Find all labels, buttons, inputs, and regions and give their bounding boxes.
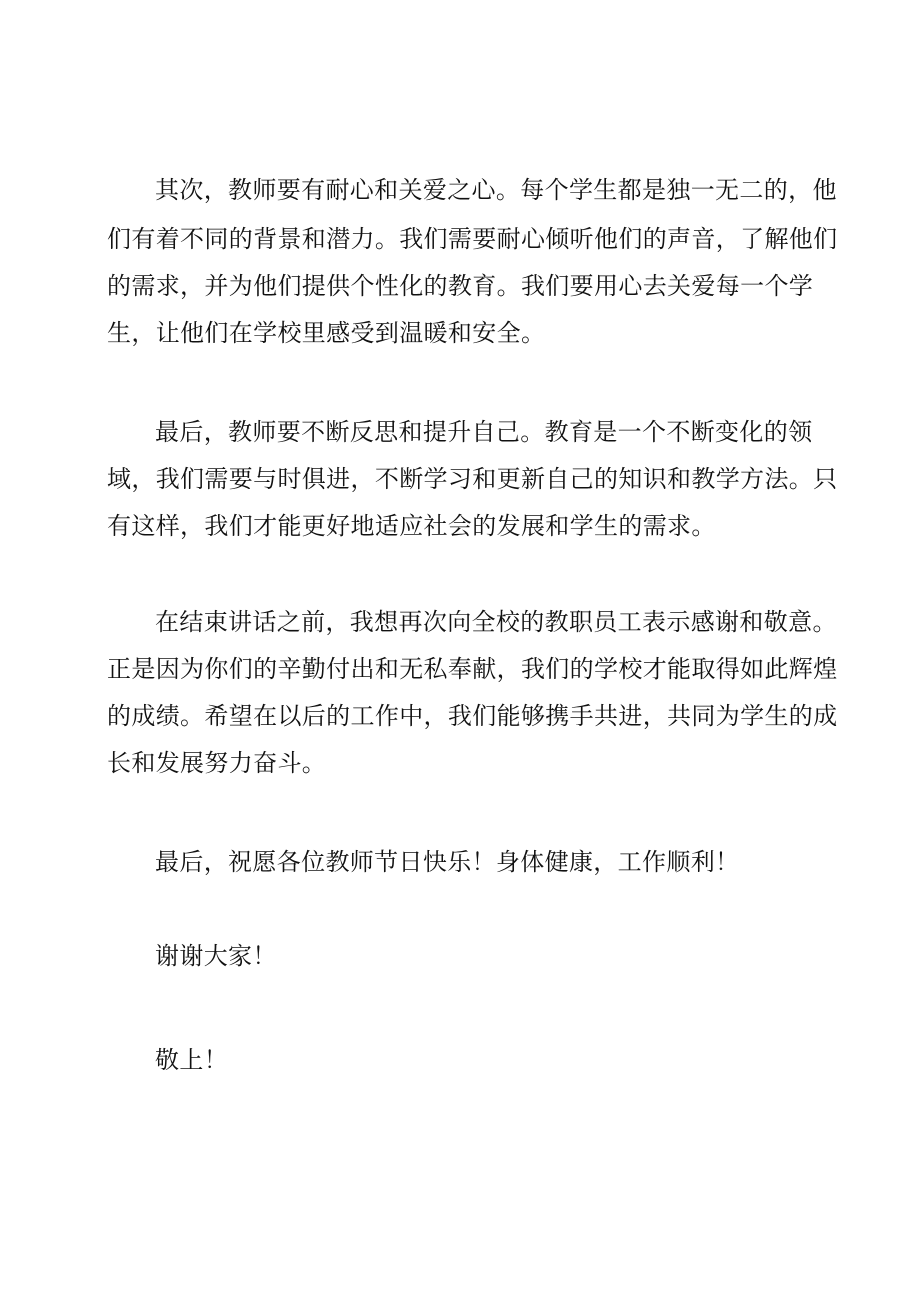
sign-off: 敬上！ xyxy=(155,1046,229,1074)
paragraph-2-line-2: 域，我们需要与时俱进，不断学习和更新自己的知识和教学方法。只 xyxy=(107,465,838,493)
paragraph-2-line-3: 有这样，我们才能更好地适应社会的发展和学生的需求。 xyxy=(107,512,716,540)
paragraph-1-line-1: 其次，教师要有耐心和关爱之心。每个学生都是独一无二的，他 xyxy=(155,176,837,204)
paragraph-1-line-4: 生，让他们在学校里感受到温暖和安全。 xyxy=(107,319,546,347)
closing-wishes: 最后，祝愿各位教师节日快乐！身体健康，工作顺利！ xyxy=(155,848,740,876)
paragraph-3-line-4: 长和发展努力奋斗。 xyxy=(107,749,327,777)
paragraph-2-line-1: 最后，教师要不断反思和提升自己。教育是一个不断变化的领 xyxy=(155,418,813,446)
paragraph-3-line-1: 在结束讲话之前，我想再次向全校的教职员工表示感谢和敬意。 xyxy=(155,608,837,636)
thanks-line: 谢谢大家！ xyxy=(155,942,277,970)
paragraph-3-line-2: 正是因为你们的辛勤付出和无私奉献，我们的学校才能取得如此辉煌 xyxy=(107,655,838,683)
paragraph-1-line-3: 的需求，并为他们提供个性化的教育。我们要用心去关爱每一个学 xyxy=(107,272,814,300)
paragraph-3-line-3: 的成绩。希望在以后的工作中，我们能够携手共进，共同为学生的成 xyxy=(107,702,838,730)
paragraph-1-line-2: 们有着不同的背景和潜力。我们需要耐心倾听他们的声音，了解他们 xyxy=(107,225,838,253)
